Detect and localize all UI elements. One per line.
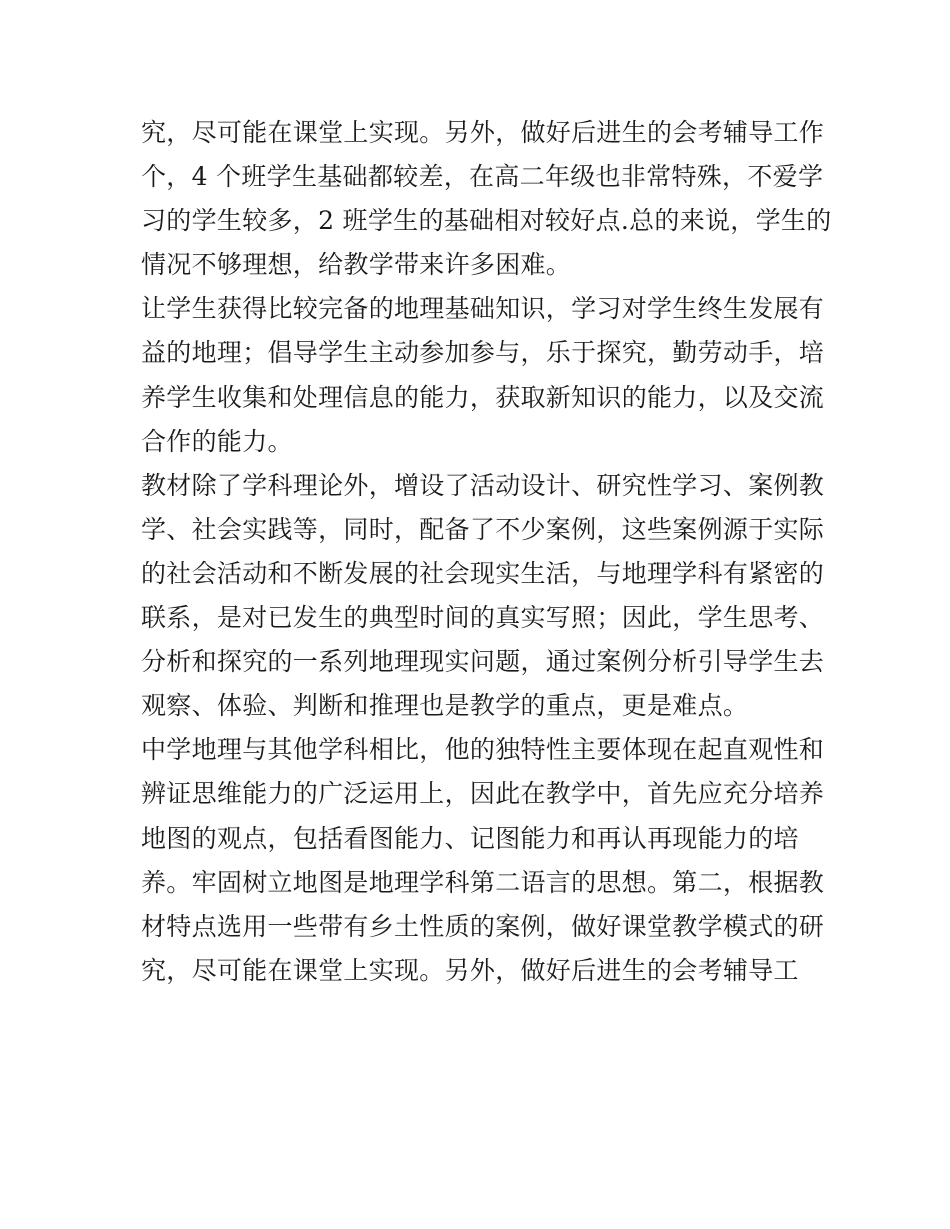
text-line: 养学生收集和处理信息的能力，获取新知识的能力，以及交流 bbox=[141, 382, 825, 412]
text-line: 材特点选用一些带有乡土性质的案例，做好课堂教学模式的研 bbox=[141, 911, 825, 941]
document-body bbox=[141, 111, 832, 993]
text-line: 辨证思维能力的广泛运用上，因此在教学中，首先应充分培养 bbox=[141, 779, 825, 809]
text-line: 教材除了学科理论外，增设了活动设计、研究性学习、案例教 bbox=[141, 470, 825, 500]
text-line: 让学生获得比较完备的地理基础知识，学习对学生终生发展有 bbox=[141, 294, 825, 324]
paragraph-3 bbox=[141, 464, 825, 729]
text-line: 联系，是对已发生的典型时间的真实写照；因此，学生思考、 bbox=[141, 603, 825, 633]
text-line: 情况不够理想，给教学带来许多困难。 bbox=[141, 250, 572, 280]
paragraph-2 bbox=[141, 287, 825, 463]
text-line: 中学地理与其他学科相比，他的独特性主要体现在起直观性和 bbox=[141, 735, 825, 765]
text-line: 地图的观点，包括看图能力、记图能力和再认再现能力的培 bbox=[141, 823, 799, 853]
text-line: 学、社会实践等，同时，配备了不少案例，这些案例源于实际 bbox=[141, 514, 825, 544]
text-line: 究，尽可能在课堂上实现。另外，做好后进生的会考辅导工 bbox=[141, 955, 799, 985]
text-line: 合作的能力。 bbox=[141, 426, 293, 456]
text-line: 的社会活动和不断发展的社会现实生活，与地理学科有紧密的 bbox=[141, 558, 825, 588]
paragraph-4 bbox=[141, 728, 825, 993]
paragraph-1 bbox=[141, 111, 832, 287]
text-line: 个，4 个班学生基础都较差，在高二年级也非常特殊，不爱学 bbox=[141, 162, 824, 192]
text-line: 观察、体验、判断和推理也是教学的重点，更是难点。 bbox=[141, 691, 749, 721]
text-line: 益的地理；倡导学生主动参加参与，乐于探究，勤劳动手，培 bbox=[141, 338, 825, 368]
text-line: 究，尽可能在课堂上实现。另外，做好后进生的会考辅导工作 bbox=[141, 118, 825, 147]
text-line: 分析和探究的一系列地理现实问题，通过案例分析引导学生去 bbox=[141, 647, 825, 677]
text-line: 习的学生较多，2 班学生的基础相对较好点.总的来说，学生的 bbox=[141, 206, 832, 236]
text-line: 养。牢固树立地图是地理学科第二语言的思想。第二，根据教 bbox=[141, 867, 825, 897]
